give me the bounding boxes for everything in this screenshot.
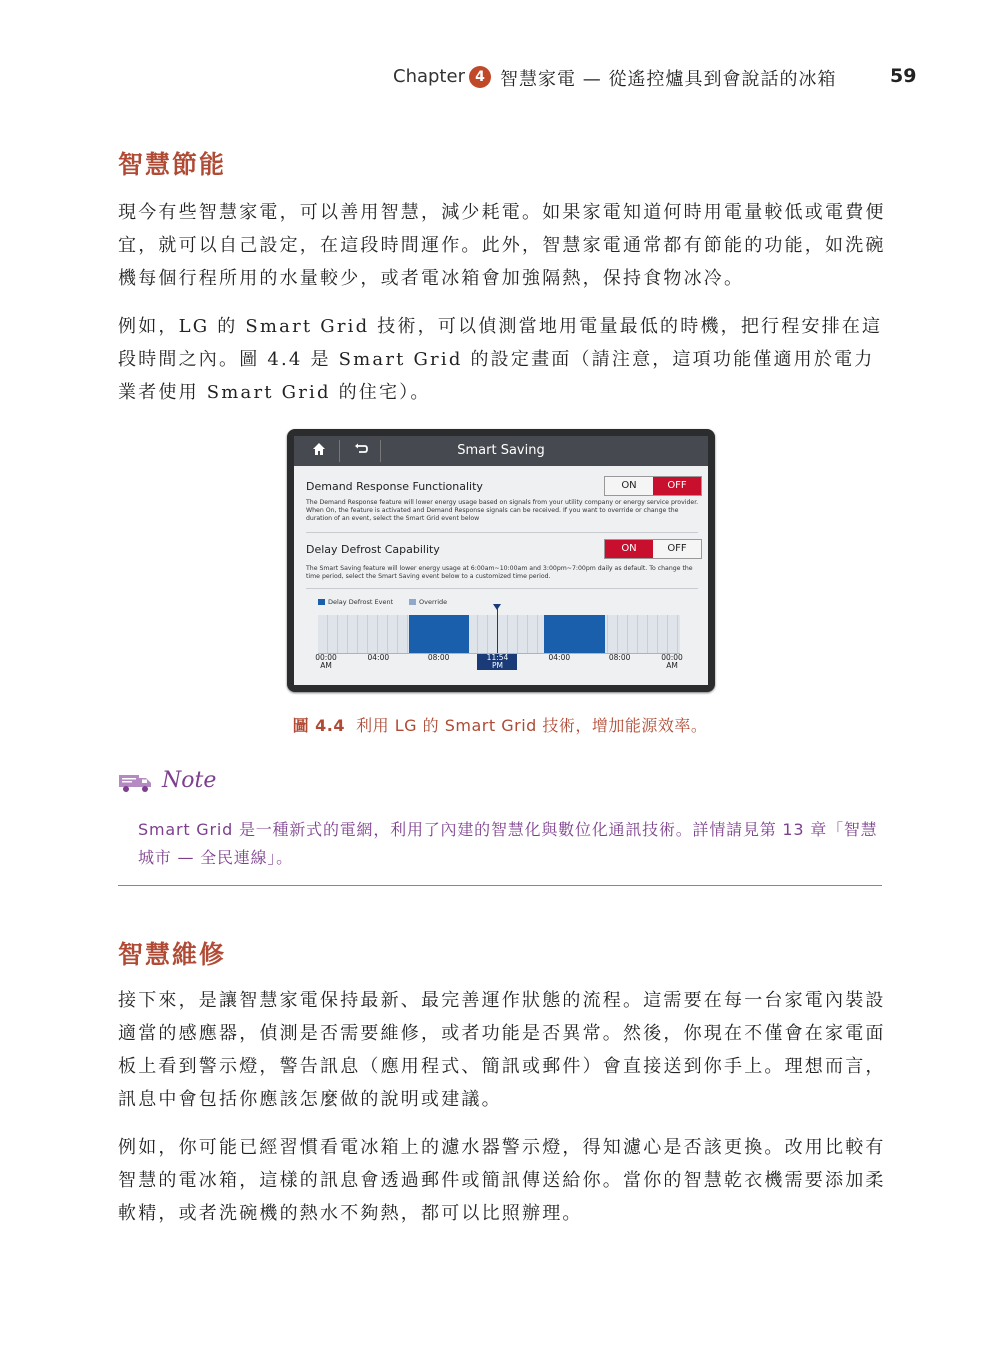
chapter-label: Chapter	[393, 66, 465, 87]
figure-device-screen	[287, 429, 715, 692]
legend-override: Override	[409, 598, 447, 606]
smart-saving-screen	[294, 436, 708, 685]
defrost-off-option[interactable]: OFF	[667, 543, 687, 554]
time-tick-label: 00:00 AM	[661, 653, 683, 670]
caption-label: 圖 4.4	[292, 716, 345, 735]
section-heading-energy: 智慧節能	[118, 150, 227, 179]
legend-swatch	[409, 599, 416, 605]
legend-event: Delay Defrost Event	[318, 598, 393, 606]
screen-top-bar	[294, 436, 708, 466]
time-tick-label: 04:00	[548, 653, 571, 662]
note-text: Smart Grid 是一種新式的電網，利用了內建的智慧化與數位化通訊技術。詳情請見第 13 章「智慧城市 — 全民連線」。	[138, 820, 878, 867]
time-tick-label: 00:00 AM	[315, 653, 337, 670]
demand-on-option[interactable]: ON	[621, 480, 637, 491]
time-tick-label: 08:00	[608, 653, 631, 662]
delay-defrost-toggle[interactable]	[604, 539, 702, 559]
schedule-timeline[interactable]	[318, 615, 680, 654]
paragraph: 接下來，是讓智慧家電保持最新、最完善運作狀態的流程。這需要在每一台家電內裝設適當的感應器，偵測是否需要維修，或者功能是否異常。然後，你現在不僅會在家電面板上看到警示燈，警告訊息（應用程式、簡訊或郵件）會直接送到你手上。理想而言，訊息中會包括你應該怎麼做的說明或建議。	[118, 990, 886, 1110]
chapter-title: 智慧家電 — 從遙控爐具到會說話的冰箱	[500, 69, 837, 90]
divider	[306, 588, 698, 589]
caption-text: 利用 LG 的 Smart Grid 技術，增加能源效率。	[356, 716, 708, 735]
note-divider	[118, 885, 882, 886]
current-time-marker-tip	[493, 604, 501, 610]
truck-icon	[118, 772, 154, 794]
paragraph: 例如，LG 的 Smart Grid 技術，可以偵測當地用電量最低的時機，把行程安排在這段時間之內。圖 4.4 是 Smart Grid 的設定畫面（請注意，這項功能僅適用於電力業者使用 Smart Grid 的住宅）。	[118, 316, 883, 403]
figure-caption	[0, 713, 1000, 736]
time-tick-label: 08:00	[427, 653, 450, 662]
paragraph: 例如，你可能已經習慣看電冰箱上的濾水器警示燈，得知濾心是否該更換。改用比較有智慧的電冰箱，這樣的訊息會透過郵件或簡訊傳送給你。當你的智慧乾衣機需要添加柔軟精，或者洗碗機的熱水不夠熱，都可以比照辦理。	[118, 1137, 886, 1224]
time-tick-label: 04:00	[367, 653, 390, 662]
timeline-grid	[318, 615, 680, 653]
divider	[306, 532, 698, 533]
note-title: Note	[162, 768, 217, 793]
section-heading-maintenance: 智慧維修	[118, 940, 227, 969]
demand-off-option[interactable]: OFF	[653, 477, 701, 495]
current-time-marker	[497, 607, 498, 653]
delay-defrost-title: Delay Defrost Capability	[306, 543, 440, 556]
current-time-label: 11:54 PM	[477, 654, 517, 670]
running-header	[0, 66, 1000, 94]
chapter-number-badge: 4	[469, 66, 491, 88]
defrost-event-block[interactable]	[544, 615, 604, 653]
defrost-event-block[interactable]	[409, 615, 469, 653]
legend-swatch	[318, 599, 325, 605]
page-number: 59	[890, 65, 917, 87]
screen-title: Smart Saving	[457, 443, 545, 458]
defrost-on-option[interactable]: ON	[605, 540, 653, 558]
demand-response-description: The Demand Response feature will lower energy usage based on signals from your utility company or energy service provider. When On, the feature is activated and Demand Response signals can be received. If you want to override or change the duration of an event, select the Smart Grid event below	[306, 499, 699, 522]
demand-response-toggle[interactable]	[604, 476, 702, 496]
delay-defrost-description: The Smart Saving feature will lower energy usage at 6:00am~10:00am and 3:00pm~7:00pm daily as default. To change the time period, select the Smart Saving event below to a customized time period.	[306, 565, 693, 580]
demand-response-title: Demand Response Functionality	[306, 480, 483, 493]
paragraph: 現今有些智慧家電，可以善用智慧，減少耗電。如果家電知道何時用電量較低或電費便宜，就可以自己設定，在這段時間運作。此外，智慧家電通常都有節能的功能，如洗碗機每個行程所用的水量較少，或者電冰箱會加強隔熱，保持食物冰冷。	[118, 202, 886, 289]
